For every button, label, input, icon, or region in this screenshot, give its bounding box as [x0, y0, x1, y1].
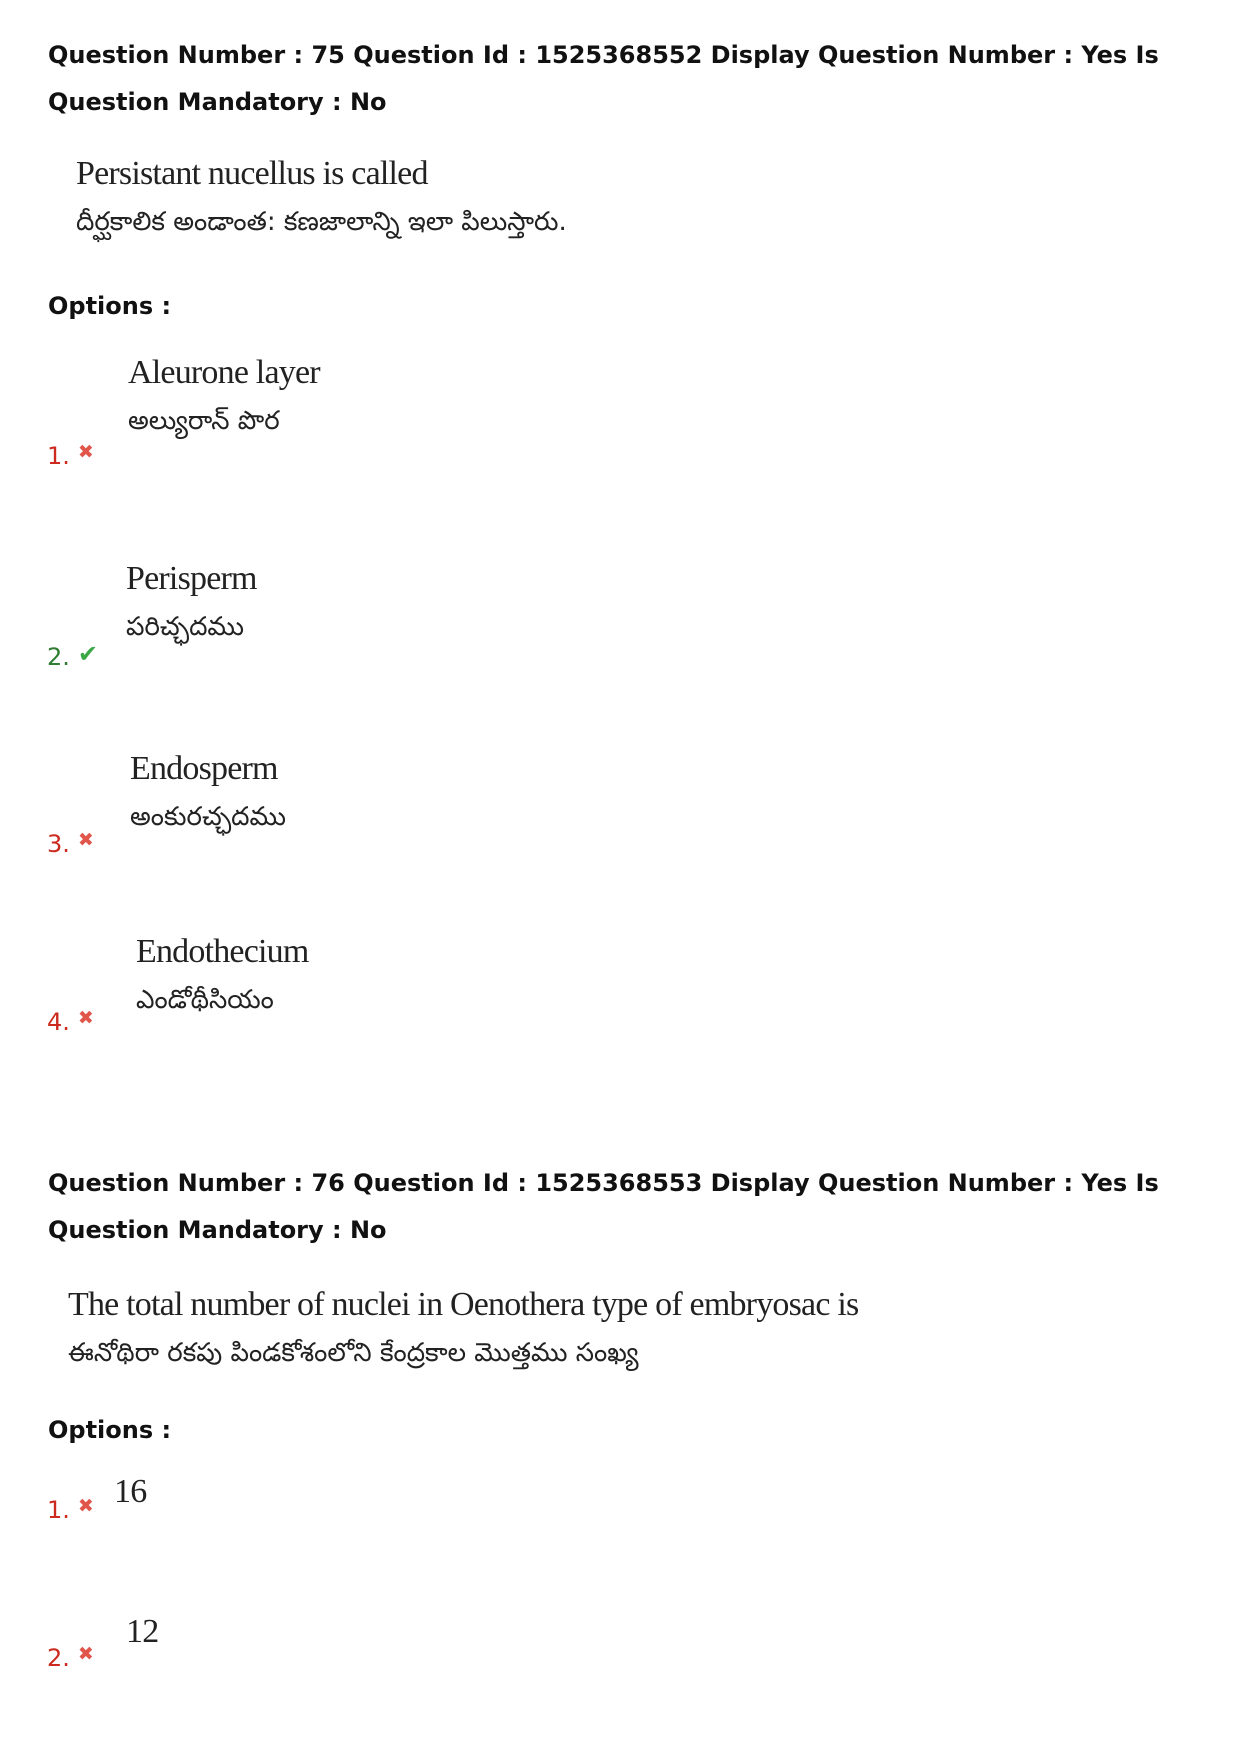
option-number [47, 640, 99, 671]
question-text-telugu: దీర్ఘకాలిక అండాంత: కణజాలాన్ని ఇలా పిలుస్తారు. [76, 207, 567, 237]
question-text-english: The total number of nuclei in Oenothera type of embryosac is [68, 1286, 859, 1323]
option-number [47, 1644, 94, 1672]
question-text [76, 150, 567, 246]
cross-icon: ✖ [77, 1643, 94, 1665]
option-number-label: 1. [47, 442, 70, 470]
option-text-telugu: అంకురచ్ఛదము [130, 802, 287, 832]
option-text-telugu: ఎండోథీసియం [136, 985, 274, 1015]
option-number-label: 3. [47, 830, 70, 858]
option-text-english: 12 [126, 1613, 159, 1650]
option-text-english: Endothecium [136, 933, 309, 970]
cross-icon: ✖ [77, 829, 94, 851]
option-content [128, 349, 320, 445]
question-text [68, 1281, 858, 1377]
option-text-english: Aleurone layer [128, 354, 320, 391]
option-number [47, 442, 94, 470]
option-content [126, 555, 257, 651]
question-text-english: Persistant nucellus is called [76, 155, 428, 192]
option-number-label: 2. [47, 1644, 70, 1672]
cross-icon: ✖ [77, 441, 94, 463]
option-text-english: Perisperm [126, 560, 257, 597]
cross-icon: ✖ [77, 1007, 94, 1029]
option-content [130, 745, 286, 841]
option-content [126, 1608, 158, 1656]
options-label: Options : [48, 1416, 172, 1444]
option-text-english: Endosperm [130, 750, 278, 787]
check-icon: ✔ [77, 640, 99, 668]
option-number-label: 1. [47, 1496, 70, 1524]
question-header: Question Number : 75 Question Id : 1525368552 Display Question Number : Yes Is Question Mandatory : No [48, 41, 1159, 116]
option-content [136, 928, 309, 1024]
option-number [47, 830, 94, 858]
question-text-telugu: ఈనోథిరా రకపు పిండకోశంలోని కేంద్రకాల మొత్తము సంఖ్య [68, 1338, 639, 1368]
option-number-label: 4. [47, 1008, 70, 1036]
option-number [47, 1496, 94, 1524]
cross-icon: ✖ [77, 1495, 94, 1517]
option-number [47, 1008, 94, 1036]
option-text-english: 16 [114, 1473, 147, 1510]
option-number-label: 2. [47, 643, 70, 671]
options-label: Options : [48, 292, 172, 320]
option-text-telugu: అల్యురాన్ పొర [128, 406, 280, 436]
question-header: Question Number : 76 Question Id : 1525368553 Display Question Number : Yes Is Question Mandatory : No [48, 1169, 1159, 1244]
option-content [114, 1468, 146, 1516]
option-text-telugu: పరిచ్ఛదము [126, 612, 244, 642]
